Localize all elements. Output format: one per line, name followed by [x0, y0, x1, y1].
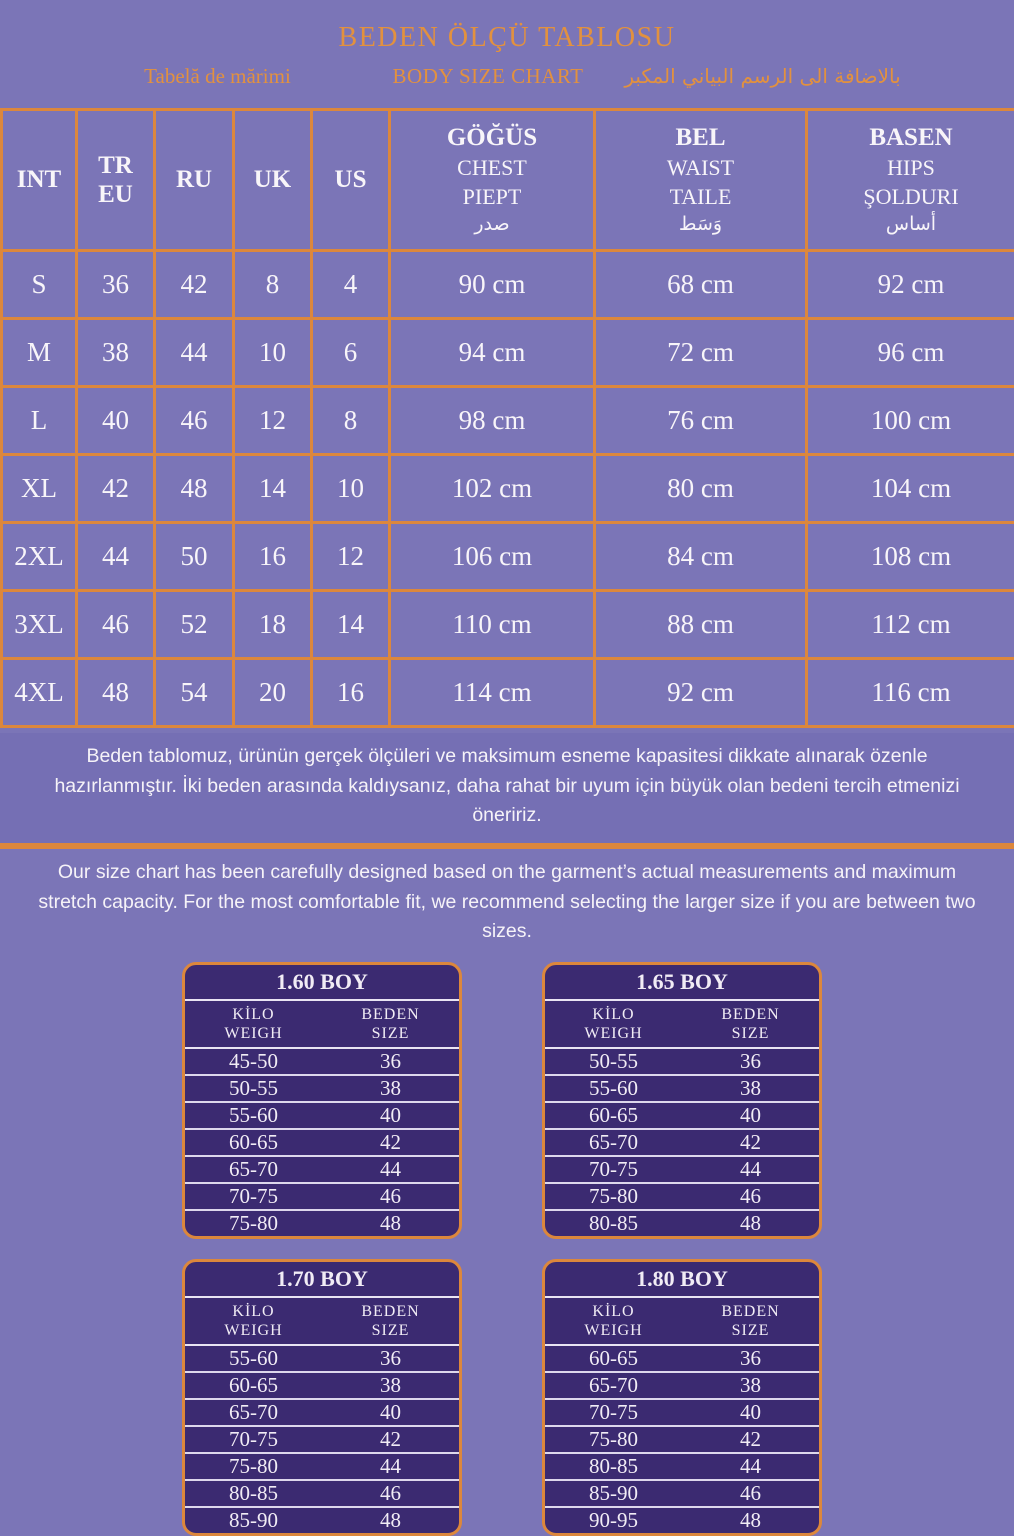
- header-cell-us: [312, 110, 390, 251]
- header-cell-uk: [234, 110, 312, 251]
- header-label: WAIST: [596, 153, 805, 182]
- size-header-line: BEDEN: [721, 1005, 779, 1024]
- weight-cell: 70-75: [185, 1427, 322, 1452]
- size-cell: 40: [682, 1103, 819, 1128]
- weight-cell: 65-70: [545, 1130, 682, 1155]
- size-cell: 52: [155, 591, 234, 659]
- size-cell: 94 cm: [390, 319, 595, 387]
- weight-size-row: [185, 1479, 459, 1506]
- weight-cell: 75-80: [545, 1184, 682, 1209]
- weight-size-row: [545, 1155, 819, 1182]
- size-cell: 106 cm: [390, 523, 595, 591]
- subtitle-english: BODY SIZE CHART: [368, 64, 608, 89]
- size-header: [322, 1001, 459, 1047]
- size-cell: 10: [234, 319, 312, 387]
- size-row-xl: [2, 455, 1014, 523]
- size-cell: 42: [682, 1427, 819, 1452]
- weight-size-row: [185, 1346, 459, 1371]
- size-cell: 44: [682, 1157, 819, 1182]
- height-table-title: 1.65 BOY: [545, 965, 819, 1001]
- weight-cell: 70-75: [545, 1400, 682, 1425]
- weight-size-row: [545, 1182, 819, 1209]
- weight-cell: 50-55: [545, 1049, 682, 1074]
- size-cell: 44: [155, 319, 234, 387]
- weight-cell: 65-70: [185, 1400, 322, 1425]
- weight-size-row: [545, 1452, 819, 1479]
- weight-header: [545, 1298, 682, 1344]
- size-cell: 46: [682, 1184, 819, 1209]
- size-cell: 44: [682, 1454, 819, 1479]
- size-cell: 46: [77, 591, 155, 659]
- header-cell-int: [2, 110, 77, 251]
- size-cell: 18: [234, 591, 312, 659]
- size-header-line: SIZE: [372, 1024, 410, 1043]
- weight-cell: 55-60: [185, 1346, 322, 1371]
- header-label-arabic: صدر: [391, 211, 593, 238]
- subtitle-arabic: بالاضافة الى الرسم البياني المكبر: [615, 64, 910, 88]
- size-cell: 14: [234, 455, 312, 523]
- size-cell: 46: [322, 1481, 459, 1506]
- size-cell: 112 cm: [807, 591, 1014, 659]
- header-cell-tr-eu: [77, 110, 155, 251]
- size-header-line: SIZE: [372, 1321, 410, 1340]
- weight-size-row: [545, 1209, 819, 1236]
- size-cell: 108 cm: [807, 523, 1014, 591]
- weight-cell: 85-90: [185, 1508, 322, 1533]
- size-cell: 42: [155, 251, 234, 319]
- weight-size-row: [545, 1398, 819, 1425]
- weight-cell: 70-75: [185, 1184, 322, 1209]
- size-cell: 84 cm: [595, 523, 807, 591]
- size-cell: XL: [2, 455, 77, 523]
- size-cell: M: [2, 319, 77, 387]
- size-header-line: SIZE: [732, 1321, 770, 1340]
- header-label: GÖĞÜS: [391, 123, 593, 153]
- weight-cell: 85-90: [545, 1481, 682, 1506]
- size-cell: 80 cm: [595, 455, 807, 523]
- weight-size-row: [545, 1425, 819, 1452]
- weight-size-row: [545, 1371, 819, 1398]
- weight-cell: 60-65: [185, 1373, 322, 1398]
- weight-size-row: [545, 1049, 819, 1074]
- header-label: ŞOLDURI: [808, 182, 1014, 211]
- header-label-arabic: أساس: [808, 211, 1014, 238]
- size-cell: 40: [77, 387, 155, 455]
- height-table-header: [185, 1001, 459, 1049]
- page-title: BEDEN ÖLÇÜ TABLOSU: [0, 0, 1014, 54]
- size-cell: 6: [312, 319, 390, 387]
- height-table-170: [182, 1259, 462, 1536]
- size-cell: 46: [155, 387, 234, 455]
- size-cell: 36: [682, 1346, 819, 1371]
- height-table-title: 1.60 BOY: [185, 965, 459, 1001]
- size-cell: 36: [322, 1346, 459, 1371]
- weight-size-row: [185, 1049, 459, 1074]
- size-cell: 48: [77, 659, 155, 727]
- size-cell: 4XL: [2, 659, 77, 727]
- header-label: INT: [3, 165, 75, 195]
- size-cell: 40: [322, 1103, 459, 1128]
- weight-header-line: WEIGH: [584, 1321, 642, 1340]
- size-cell: 90 cm: [390, 251, 595, 319]
- size-cell: 50: [155, 523, 234, 591]
- weight-header: [185, 1001, 322, 1047]
- weight-cell: 65-70: [545, 1373, 682, 1398]
- weight-cell: 60-65: [545, 1103, 682, 1128]
- weight-cell: 70-75: [545, 1157, 682, 1182]
- weight-size-row: [185, 1398, 459, 1425]
- size-cell: 102 cm: [390, 455, 595, 523]
- weight-header-line: KİLO: [232, 1302, 274, 1321]
- size-cell: 100 cm: [807, 387, 1014, 455]
- header-label: EU: [78, 180, 153, 209]
- size-header-line: BEDEN: [361, 1005, 419, 1024]
- size-cell: 48: [155, 455, 234, 523]
- header-label: PIEPT: [391, 182, 593, 211]
- weight-cell: 80-85: [545, 1454, 682, 1479]
- size-cell: 116 cm: [807, 659, 1014, 727]
- header-label: TAILE: [596, 182, 805, 211]
- weight-size-row: [185, 1209, 459, 1236]
- weight-header-line: WEIGH: [224, 1321, 282, 1340]
- weight-cell: 90-95: [545, 1508, 682, 1533]
- weight-cell: 75-80: [185, 1211, 322, 1236]
- size-cell: 46: [322, 1184, 459, 1209]
- header-label: HIPS: [808, 153, 1014, 182]
- weight-cell: 60-65: [185, 1130, 322, 1155]
- size-cell: 12: [234, 387, 312, 455]
- size-cell: 96 cm: [807, 319, 1014, 387]
- header-label: RU: [156, 165, 232, 195]
- height-table-title: 1.80 BOY: [545, 1262, 819, 1298]
- size-header-line: BEDEN: [361, 1302, 419, 1321]
- size-cell: 14: [312, 591, 390, 659]
- size-cell: 44: [322, 1157, 459, 1182]
- size-cell: 110 cm: [390, 591, 595, 659]
- weight-size-row: [545, 1074, 819, 1101]
- height-table-180: [542, 1259, 822, 1536]
- size-cell: 92 cm: [807, 251, 1014, 319]
- height-table-title: 1.70 BOY: [185, 1262, 459, 1298]
- height-table-165: [542, 962, 822, 1239]
- size-header: [682, 1001, 819, 1047]
- size-cell: L: [2, 387, 77, 455]
- size-cell: 40: [682, 1400, 819, 1425]
- weight-header-line: KİLO: [592, 1005, 634, 1024]
- weight-header: [545, 1001, 682, 1047]
- size-cell: 44: [77, 523, 155, 591]
- weight-size-row: [185, 1182, 459, 1209]
- weight-cell: 65-70: [185, 1157, 322, 1182]
- size-cell: 8: [312, 387, 390, 455]
- header-cell-hips: [807, 110, 1014, 251]
- height-table-header: [545, 1298, 819, 1346]
- weight-cell: 55-60: [185, 1103, 322, 1128]
- note-english: Our size chart has been carefully designed based on the garment’s actual measurements and maximum stretch capacity. For the most comfortable fit, we recommend selecting the larger size if you are between two sizes.: [35, 858, 980, 947]
- weight-header-line: KİLO: [232, 1005, 274, 1024]
- size-cell: 40: [322, 1400, 459, 1425]
- size-cell: 8: [234, 251, 312, 319]
- size-row-m: [2, 319, 1014, 387]
- size-cell: 42: [77, 455, 155, 523]
- size-cell: 44: [322, 1454, 459, 1479]
- size-cell: 16: [312, 659, 390, 727]
- size-cell: 72 cm: [595, 319, 807, 387]
- weight-size-row: [185, 1425, 459, 1452]
- size-cell: 76 cm: [595, 387, 807, 455]
- size-row-2xl: [2, 523, 1014, 591]
- header-cell-waist: [595, 110, 807, 251]
- size-cell: 38: [322, 1076, 459, 1101]
- size-cell: 68 cm: [595, 251, 807, 319]
- weight-cell: 60-65: [545, 1346, 682, 1371]
- weight-cell: 80-85: [185, 1481, 322, 1506]
- header-label-arabic: وَسَط: [596, 211, 805, 238]
- note-turkish: Beden tablomuz, ürünün gerçek ölçüleri ve maksimum esneme kapasitesi dikkate alınarak özenle hazırlanmıştır. İki beden arasında kaldıysanız, daha rahat bir uyum için büyük olan bedeni tercih etmenizi öneririz.: [35, 742, 980, 831]
- weight-size-row: [545, 1128, 819, 1155]
- weight-header: [185, 1298, 322, 1344]
- size-cell: S: [2, 251, 77, 319]
- header-label: CHEST: [391, 153, 593, 182]
- size-cell: 16: [234, 523, 312, 591]
- size-cell: 20: [234, 659, 312, 727]
- weight-header-line: WEIGH: [584, 1024, 642, 1043]
- main-size-table: [0, 108, 1014, 728]
- weight-size-row: [545, 1479, 819, 1506]
- height-table-header: [545, 1001, 819, 1049]
- size-header: [682, 1298, 819, 1344]
- size-cell: 104 cm: [807, 455, 1014, 523]
- weight-cell: 55-60: [545, 1076, 682, 1101]
- subtitle-romanian: Tabelă de mărimi: [100, 64, 335, 89]
- size-cell: 12: [312, 523, 390, 591]
- header-label: UK: [235, 165, 310, 195]
- size-cell: 38: [77, 319, 155, 387]
- weight-cell: 80-85: [545, 1211, 682, 1236]
- weight-size-row: [545, 1346, 819, 1371]
- size-cell: 36: [682, 1049, 819, 1074]
- height-table-header: [185, 1298, 459, 1346]
- weight-size-row: [185, 1155, 459, 1182]
- size-cell: 42: [682, 1130, 819, 1155]
- header-label: BASEN: [808, 123, 1014, 153]
- size-row-s: [2, 251, 1014, 319]
- size-cell: 36: [322, 1049, 459, 1074]
- size-cell: 10: [312, 455, 390, 523]
- height-tables-grid: [182, 962, 862, 1536]
- subtitle-row: [0, 60, 1014, 100]
- size-cell: 48: [322, 1508, 459, 1533]
- size-cell: 48: [682, 1508, 819, 1533]
- size-row-4xl: [2, 659, 1014, 727]
- header-cell-ru: [155, 110, 234, 251]
- size-cell: 88 cm: [595, 591, 807, 659]
- size-cell: 98 cm: [390, 387, 595, 455]
- weight-size-row: [185, 1074, 459, 1101]
- weight-size-row: [185, 1506, 459, 1533]
- weight-size-row: [545, 1506, 819, 1533]
- size-header: [322, 1298, 459, 1344]
- size-cell: 42: [322, 1130, 459, 1155]
- header-cell-chest: [390, 110, 595, 251]
- size-cell: 54: [155, 659, 234, 727]
- header-label: TR: [78, 151, 153, 180]
- weight-size-row: [185, 1371, 459, 1398]
- size-cell: 36: [77, 251, 155, 319]
- size-cell: 2XL: [2, 523, 77, 591]
- weight-header-line: WEIGH: [224, 1024, 282, 1043]
- size-header-line: SIZE: [732, 1024, 770, 1043]
- size-cell: 48: [682, 1211, 819, 1236]
- size-row-l: [2, 387, 1014, 455]
- size-cell: 3XL: [2, 591, 77, 659]
- header-label: US: [313, 165, 388, 195]
- size-row-3xl: [2, 591, 1014, 659]
- size-cell: 48: [322, 1211, 459, 1236]
- weight-size-row: [545, 1101, 819, 1128]
- size-cell: 4: [312, 251, 390, 319]
- size-cell: 46: [682, 1481, 819, 1506]
- main-table-header-row: [2, 110, 1014, 251]
- size-cell: 42: [322, 1427, 459, 1452]
- weight-cell: 45-50: [185, 1049, 322, 1074]
- size-header-line: BEDEN: [721, 1302, 779, 1321]
- weight-size-row: [185, 1101, 459, 1128]
- weight-cell: 75-80: [545, 1427, 682, 1452]
- weight-size-row: [185, 1128, 459, 1155]
- weight-cell: 75-80: [185, 1454, 322, 1479]
- header-label: BEL: [596, 123, 805, 153]
- weight-size-row: [185, 1452, 459, 1479]
- size-cell: 38: [682, 1076, 819, 1101]
- size-cell: 38: [682, 1373, 819, 1398]
- size-cell: 92 cm: [595, 659, 807, 727]
- size-cell: 114 cm: [390, 659, 595, 727]
- weight-cell: 50-55: [185, 1076, 322, 1101]
- size-cell: 38: [322, 1373, 459, 1398]
- weight-header-line: KİLO: [592, 1302, 634, 1321]
- note-panel-turkish: [0, 733, 1014, 849]
- height-table-160: [182, 962, 462, 1239]
